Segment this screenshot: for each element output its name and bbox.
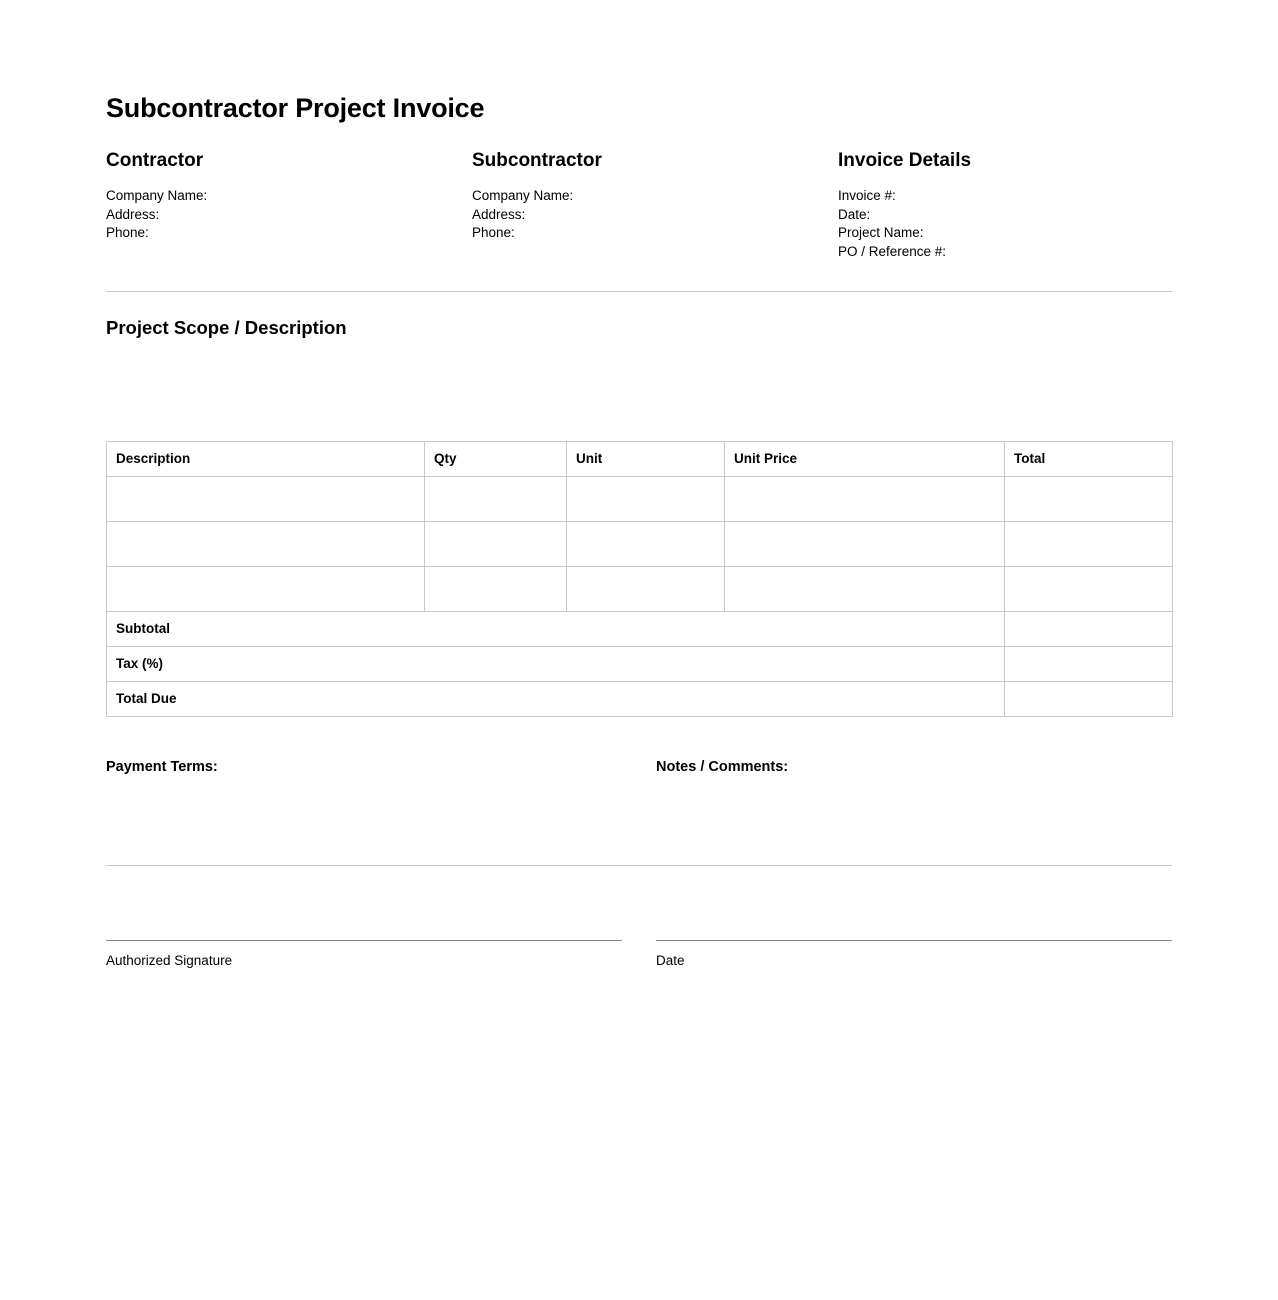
invoice-details-heading: Invoice Details <box>838 150 972 172</box>
subcontractor-phone-label: Phone: <box>472 225 515 241</box>
cell-total[interactable] <box>1005 522 1173 567</box>
cell-total[interactable] <box>1005 477 1173 522</box>
table-row <box>107 522 1173 567</box>
project-scope-heading: Project Scope / Description <box>106 317 347 339</box>
total-due-row <box>107 682 1173 717</box>
cell-description[interactable] <box>107 522 425 567</box>
contractor-heading: Contractor <box>106 150 204 172</box>
cell-description[interactable] <box>107 567 425 612</box>
total-due-label: Total Due <box>107 682 1005 717</box>
project-scope-input[interactable] <box>106 339 1172 429</box>
cell-description[interactable] <box>107 477 425 522</box>
subcontractor-block <box>472 150 838 261</box>
subtotal-label: Subtotal <box>107 612 1005 647</box>
cell-unit-price[interactable] <box>725 522 1005 567</box>
project-name-label: Project Name: <box>838 225 924 241</box>
subcontractor-address-label: Address: <box>472 206 526 222</box>
subtotal-row <box>107 612 1173 647</box>
total-due-value[interactable] <box>1005 682 1173 717</box>
cell-unit-price[interactable] <box>725 477 1005 522</box>
signature-block <box>106 940 622 970</box>
cell-qty[interactable] <box>425 522 567 567</box>
cell-unit[interactable] <box>567 477 725 522</box>
invoice-details-block <box>838 150 1172 261</box>
cell-qty[interactable] <box>425 567 567 612</box>
tax-label: Tax (%) <box>107 647 1005 682</box>
date-block <box>656 940 1172 970</box>
table-row <box>107 477 1173 522</box>
subtotal-value[interactable] <box>1005 612 1173 647</box>
contractor-block <box>106 150 472 261</box>
table-header-row <box>107 442 1173 477</box>
payment-terms-label: Payment Terms: <box>106 759 218 776</box>
date-line[interactable] <box>656 940 1172 941</box>
signature-line[interactable] <box>106 940 622 941</box>
line-items-table <box>106 441 1173 717</box>
signature-caption: Authorized Signature <box>106 952 233 968</box>
cell-unit-price[interactable] <box>725 567 1005 612</box>
page-title: Subcontractor Project Invoice <box>106 93 485 123</box>
column-header-qty: Qty <box>425 442 567 477</box>
notes-label: Notes / Comments: <box>656 759 789 776</box>
cell-unit[interactable] <box>567 567 725 612</box>
contractor-address-label: Address: <box>106 206 160 222</box>
subcontractor-heading: Subcontractor <box>472 150 602 172</box>
contractor-phone-label: Phone: <box>106 225 149 241</box>
tax-value[interactable] <box>1005 647 1173 682</box>
notes-block <box>656 759 1172 848</box>
notes-input[interactable] <box>656 777 1172 849</box>
parties-section <box>106 150 1172 261</box>
tax-row <box>107 647 1173 682</box>
column-header-description: Description <box>107 442 425 477</box>
section-divider-bottom <box>106 865 1172 866</box>
cell-qty[interactable] <box>425 477 567 522</box>
terms-notes-section <box>106 759 1172 848</box>
column-header-unit-price: Unit Price <box>725 442 1005 477</box>
cell-unit[interactable] <box>567 522 725 567</box>
cell-total[interactable] <box>1005 567 1173 612</box>
invoice-number-label: Invoice #: <box>838 188 896 204</box>
table-row <box>107 567 1173 612</box>
signature-section <box>106 940 1172 970</box>
payment-terms-input[interactable] <box>106 777 656 849</box>
contractor-company-name-label: Company Name: <box>106 188 208 204</box>
column-header-total: Total <box>1005 442 1173 477</box>
po-reference-label: PO / Reference #: <box>838 243 947 259</box>
section-divider-top <box>106 291 1172 292</box>
payment-terms-block <box>106 759 656 848</box>
date-caption: Date <box>656 952 685 968</box>
invoice-date-label: Date: <box>838 206 871 222</box>
subcontractor-company-name-label: Company Name: <box>472 188 574 204</box>
column-header-unit: Unit <box>567 442 725 477</box>
